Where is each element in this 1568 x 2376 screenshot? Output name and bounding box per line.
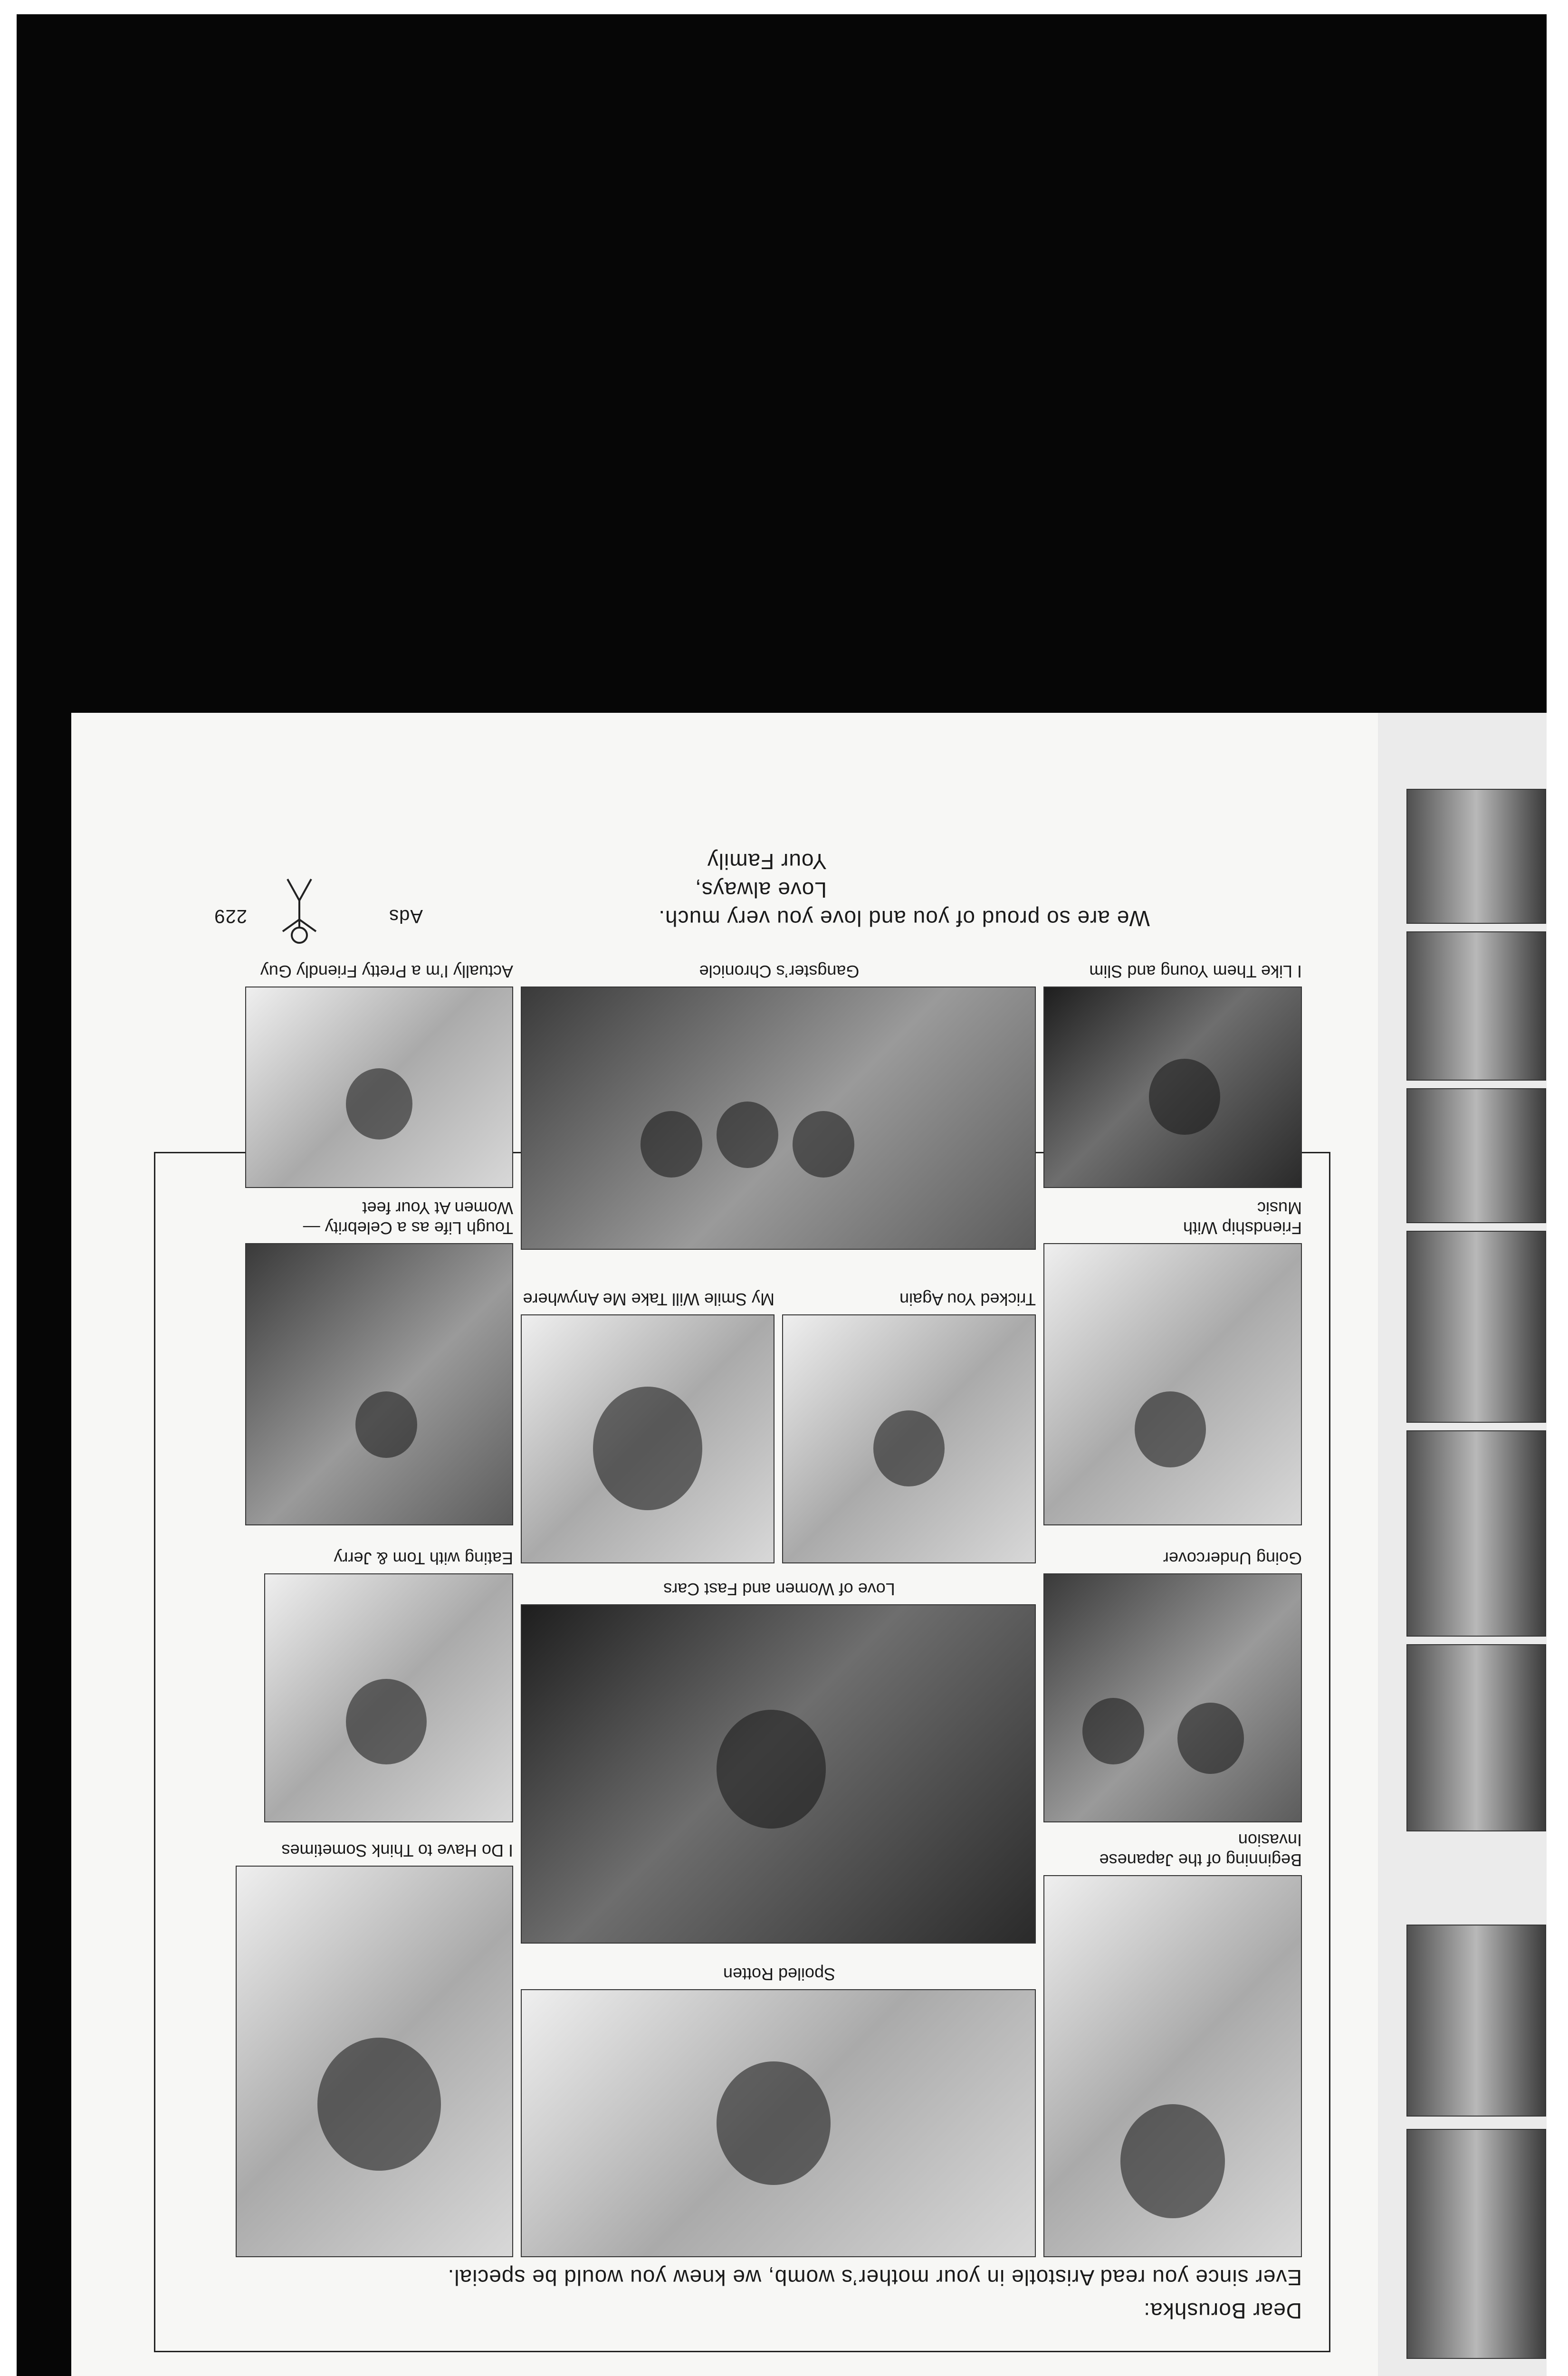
caption-young-slim: I Like Them Young and Slim [1089,962,1302,981]
photo-gangster [521,987,1036,1250]
facing-photo [1406,2129,1546,2359]
photo-friendship-music [1043,1243,1302,1525]
photo-friendly-guy [245,987,513,1188]
photo-going-undercover [1043,1573,1302,1822]
letter-sign-love: Love always, [695,878,827,902]
caption-tom-jerry: Eating with Tom & Jerry [334,1549,513,1568]
photo-baby-pacifier [1043,1875,1302,2257]
photo-think-sometimes [236,1866,513,2257]
photo-young-slim [1043,987,1302,1188]
facing-photo [1406,931,1546,1081]
page-number: 229 [214,906,247,927]
caption-japanese-invasion: Beginning of the Japanese Invasion [1099,1830,1302,1870]
caption-celebrity: Tough Life as a Celebrity — Women At Your feet [303,1198,513,1238]
facing-photo [1406,1925,1546,2117]
caption-tricked-again: Tricked You Again [899,1290,1036,1309]
caption-women-fast-cars: Love of Women and Fast Cars [663,1580,895,1599]
letter-closing: We are so proud of you and love you very much. [658,906,1150,931]
yearbook-page [71,713,1378,2376]
caption-spoiled-rotten: Spoiled Rotten [723,1964,836,1984]
footer-section: Ads [389,906,423,927]
caption-going-undercover: Going Undercover [1163,1549,1302,1568]
caption-think-sometimes: I Do Have to Think Sometimes [281,1841,513,1860]
caption-friendly-guy: Actually I’m a Pretty Friendly Guy [260,962,513,981]
letter-sign-family: Your Family [707,849,827,874]
facing-photo [1406,1644,1546,1831]
caption-gangster: Gangster’s Chronicle [699,962,860,981]
letter-opening: Ever since you read Aristotle in your mother’s womb, we knew you would be special. [447,2265,1302,2290]
photo-smile-anywhere [521,1314,774,1563]
facing-photo [1406,789,1546,924]
caption-friendship-music: Friendship With Music [1183,1198,1302,1238]
letter-greeting: Dear Borushka: [1143,2299,1302,2323]
facing-photo [1406,1430,1546,1637]
photo-spoiled-rotten [521,1989,1036,2257]
photo-tricked-again [782,1314,1036,1563]
facing-photo [1406,1231,1546,1423]
photo-celebrity [245,1243,513,1525]
caption-smile-anywhere: My Smile Will Take Me Anywhere [523,1290,774,1309]
photo-tom-jerry [264,1573,513,1822]
facing-photo [1406,1088,1546,1223]
stick-figure-icon [276,874,323,946]
photo-women-fast-cars [521,1604,1036,1944]
yearbook-page-content [71,713,1378,2376]
